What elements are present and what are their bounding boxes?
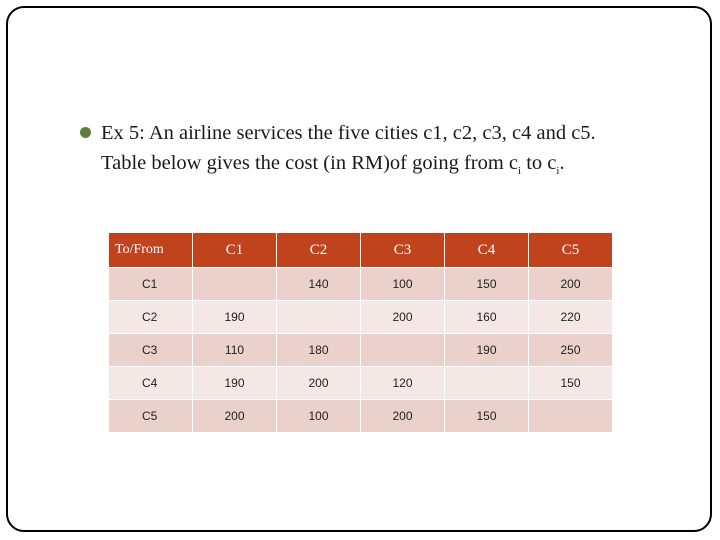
table-cell: 200 bbox=[193, 400, 277, 433]
line2-middle: to c bbox=[521, 152, 557, 174]
table-cell: 150 bbox=[445, 268, 529, 301]
statement-line-1: Ex 5: An airline services the five cities c1, c2, c3, c4 and c5. bbox=[101, 122, 596, 144]
table-cell: 190 bbox=[445, 334, 529, 367]
line2-prefix: Table below gives the cost (in RM)of going from c bbox=[101, 152, 519, 174]
header-cell: C3 bbox=[361, 233, 445, 268]
table-cell bbox=[193, 268, 277, 301]
header-cell: C1 bbox=[193, 233, 277, 268]
header-cell: To/From bbox=[109, 233, 193, 268]
table-cell: 150 bbox=[445, 400, 529, 433]
table-cell bbox=[277, 301, 361, 334]
table-cell: 190 bbox=[193, 367, 277, 400]
row-label: C2 bbox=[109, 301, 193, 334]
table-cell: 200 bbox=[277, 367, 361, 400]
table-header-row bbox=[109, 233, 613, 268]
row-label: C1 bbox=[109, 268, 193, 301]
table-cell: 200 bbox=[529, 268, 613, 301]
subscript-i-1: i bbox=[518, 165, 522, 177]
bullet-icon bbox=[80, 127, 91, 138]
table-row bbox=[109, 334, 613, 367]
table-cell: 190 bbox=[193, 301, 277, 334]
subscript-i-2: i bbox=[556, 165, 560, 177]
row-label: C5 bbox=[109, 400, 193, 433]
table-cell: 200 bbox=[361, 400, 445, 433]
table-cell: 120 bbox=[361, 367, 445, 400]
table-row bbox=[109, 367, 613, 400]
header-cell: C4 bbox=[445, 233, 529, 268]
header-cell: C5 bbox=[529, 233, 613, 268]
cost-table bbox=[109, 233, 613, 433]
statement-line-2 bbox=[101, 148, 681, 186]
table-cell: 200 bbox=[361, 301, 445, 334]
table-row bbox=[109, 268, 613, 301]
row-label: C4 bbox=[109, 367, 193, 400]
problem-statement bbox=[101, 118, 681, 186]
table-cell bbox=[529, 400, 613, 433]
line2-suffix: . bbox=[559, 152, 565, 174]
table-cell: 110 bbox=[193, 334, 277, 367]
table-cell bbox=[445, 367, 529, 400]
table-row bbox=[109, 301, 613, 334]
table-cell: 220 bbox=[529, 301, 613, 334]
table-cell: 160 bbox=[445, 301, 529, 334]
table-cell: 100 bbox=[361, 268, 445, 301]
table-cell: 100 bbox=[277, 400, 361, 433]
table-cell bbox=[361, 334, 445, 367]
header-cell: C2 bbox=[277, 233, 361, 268]
table-cell: 180 bbox=[277, 334, 361, 367]
table-cell: 140 bbox=[277, 268, 361, 301]
table-cell: 250 bbox=[529, 334, 613, 367]
row-label: C3 bbox=[109, 334, 193, 367]
table-row bbox=[109, 400, 613, 433]
table-cell: 150 bbox=[529, 367, 613, 400]
